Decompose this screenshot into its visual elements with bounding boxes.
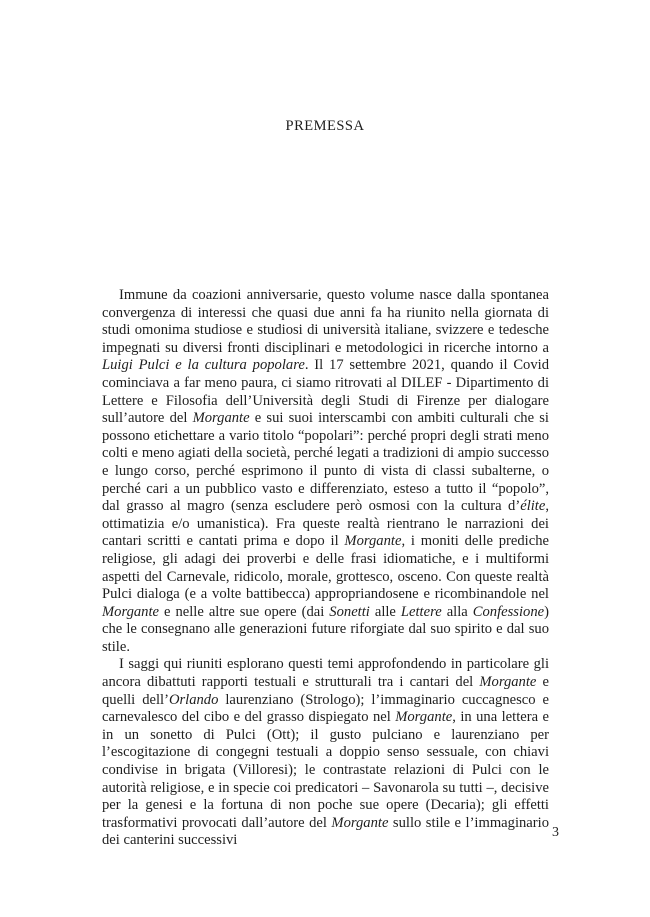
italic-text: Morgante bbox=[479, 674, 537, 691]
page-title: PREMESSA bbox=[285, 118, 365, 134]
page-number: 3 bbox=[552, 825, 559, 840]
italic-text: Morgante bbox=[344, 533, 402, 550]
italic-text: Morgante bbox=[395, 709, 453, 726]
italic-text: Luigi Pulci e la cultura popolare bbox=[102, 357, 305, 374]
paragraph bbox=[102, 287, 549, 656]
text-segment: , in una lettera e in un sonetto di Pulci (Ott); il gusto pulciano e laurenziano per l’escogitazione di congegni testuali a doppio senso sessuale, con chiavi condivise in brigata (Villoresi); le contrastate relazioni di Pulci con le autorità religiose, e in specie coi predicatori – Savonarola su tutti –, decisive per la genesi e la fortuna di non poche sue opere (Decaria); gli effetti trasformativi provocati dall’autore del bbox=[102, 709, 549, 831]
italic-text: Morgante bbox=[192, 410, 250, 427]
paragraph bbox=[102, 656, 549, 850]
text-segment: , i moniti delle prediche religiose, gli adagi dei proverbi e delle frasi idiomatiche, e i multiformi aspetti del Carnevale, ridicolo, morale, grottesco, osceno. Con queste realtà Pulci dialoga (e a volte battibecca) appropriandosene e ricombinandole nel bbox=[102, 533, 549, 603]
text-segment: Immune da coazioni anniversarie, questo volume nasce dalla spontanea convergenza di interessi che quasi due anni fa ha riunito nella giornata di studi omonima studiose e studiosi di università italiane, svizzere e tedesche impegnati su diversi fronti disciplinari e metodologici in ricerche intorno a bbox=[102, 287, 549, 356]
text-segment: laurenziano (Strologo); l’immaginario cuccagnesco e carnevalesco del cibo e del grasso dispiegato nel bbox=[102, 691, 549, 726]
text-segment: e nelle altre sue opere (dai bbox=[159, 603, 330, 620]
text-segment: e quelli dell’ bbox=[102, 674, 549, 708]
italic-text: Morgante bbox=[102, 603, 160, 620]
text-segment: e sui suoi interscambi con ambiti culturali che si possono etichettare a vario titolo “popolari”: perché propri degli strati meno colti e meno agiati della società, perché legati a tradizioni di ampio successo e lungo corso, perché esprimono il punto di vista di classi subalterne, o perché cari a un pubblico vasto e differenziato, esteso a tutto il “popolo”, dal grasso al magro (senza escludere però osmosi con la cultura d’ bbox=[102, 410, 549, 515]
body-text bbox=[102, 287, 549, 850]
text-segment: . Il 17 settembre 2021, quando il Covid cominciava a far meno paura, ci siamo ritrovati al DILEF - Dipartimento di Lettere e Filosofia dell’Università degli Studi di Firenze per dialogare sull’autore del bbox=[102, 357, 549, 427]
italic-text: Orlando bbox=[168, 691, 219, 708]
italic-text: Sonetti bbox=[329, 603, 370, 620]
text-segment: sullo stile e l’immaginario dei canterini successivi bbox=[102, 814, 549, 849]
text-segment: ) che le consegnano alle generazioni future riforgiate dal suo spirito e dal suo stile. bbox=[102, 603, 549, 655]
text-segment: , ottimatizia e/o umanistica). Fra queste realtà rientrano le narrazioni dei cantari scritti e cantati prima e dopo il bbox=[102, 498, 549, 550]
italic-text: Morgante bbox=[331, 814, 389, 831]
text-segment: alla bbox=[441, 603, 473, 620]
italic-text: Confessione bbox=[472, 603, 545, 620]
italic-text: élite bbox=[520, 498, 546, 515]
text-segment: alle bbox=[369, 603, 401, 620]
text-segment: I saggi qui riuniti esplorano questi temi approfondendo in particolare gli ancora dibattuti rapporti testuali e strutturali tra i cantari del bbox=[102, 656, 549, 691]
italic-text: Lettere bbox=[400, 603, 442, 620]
